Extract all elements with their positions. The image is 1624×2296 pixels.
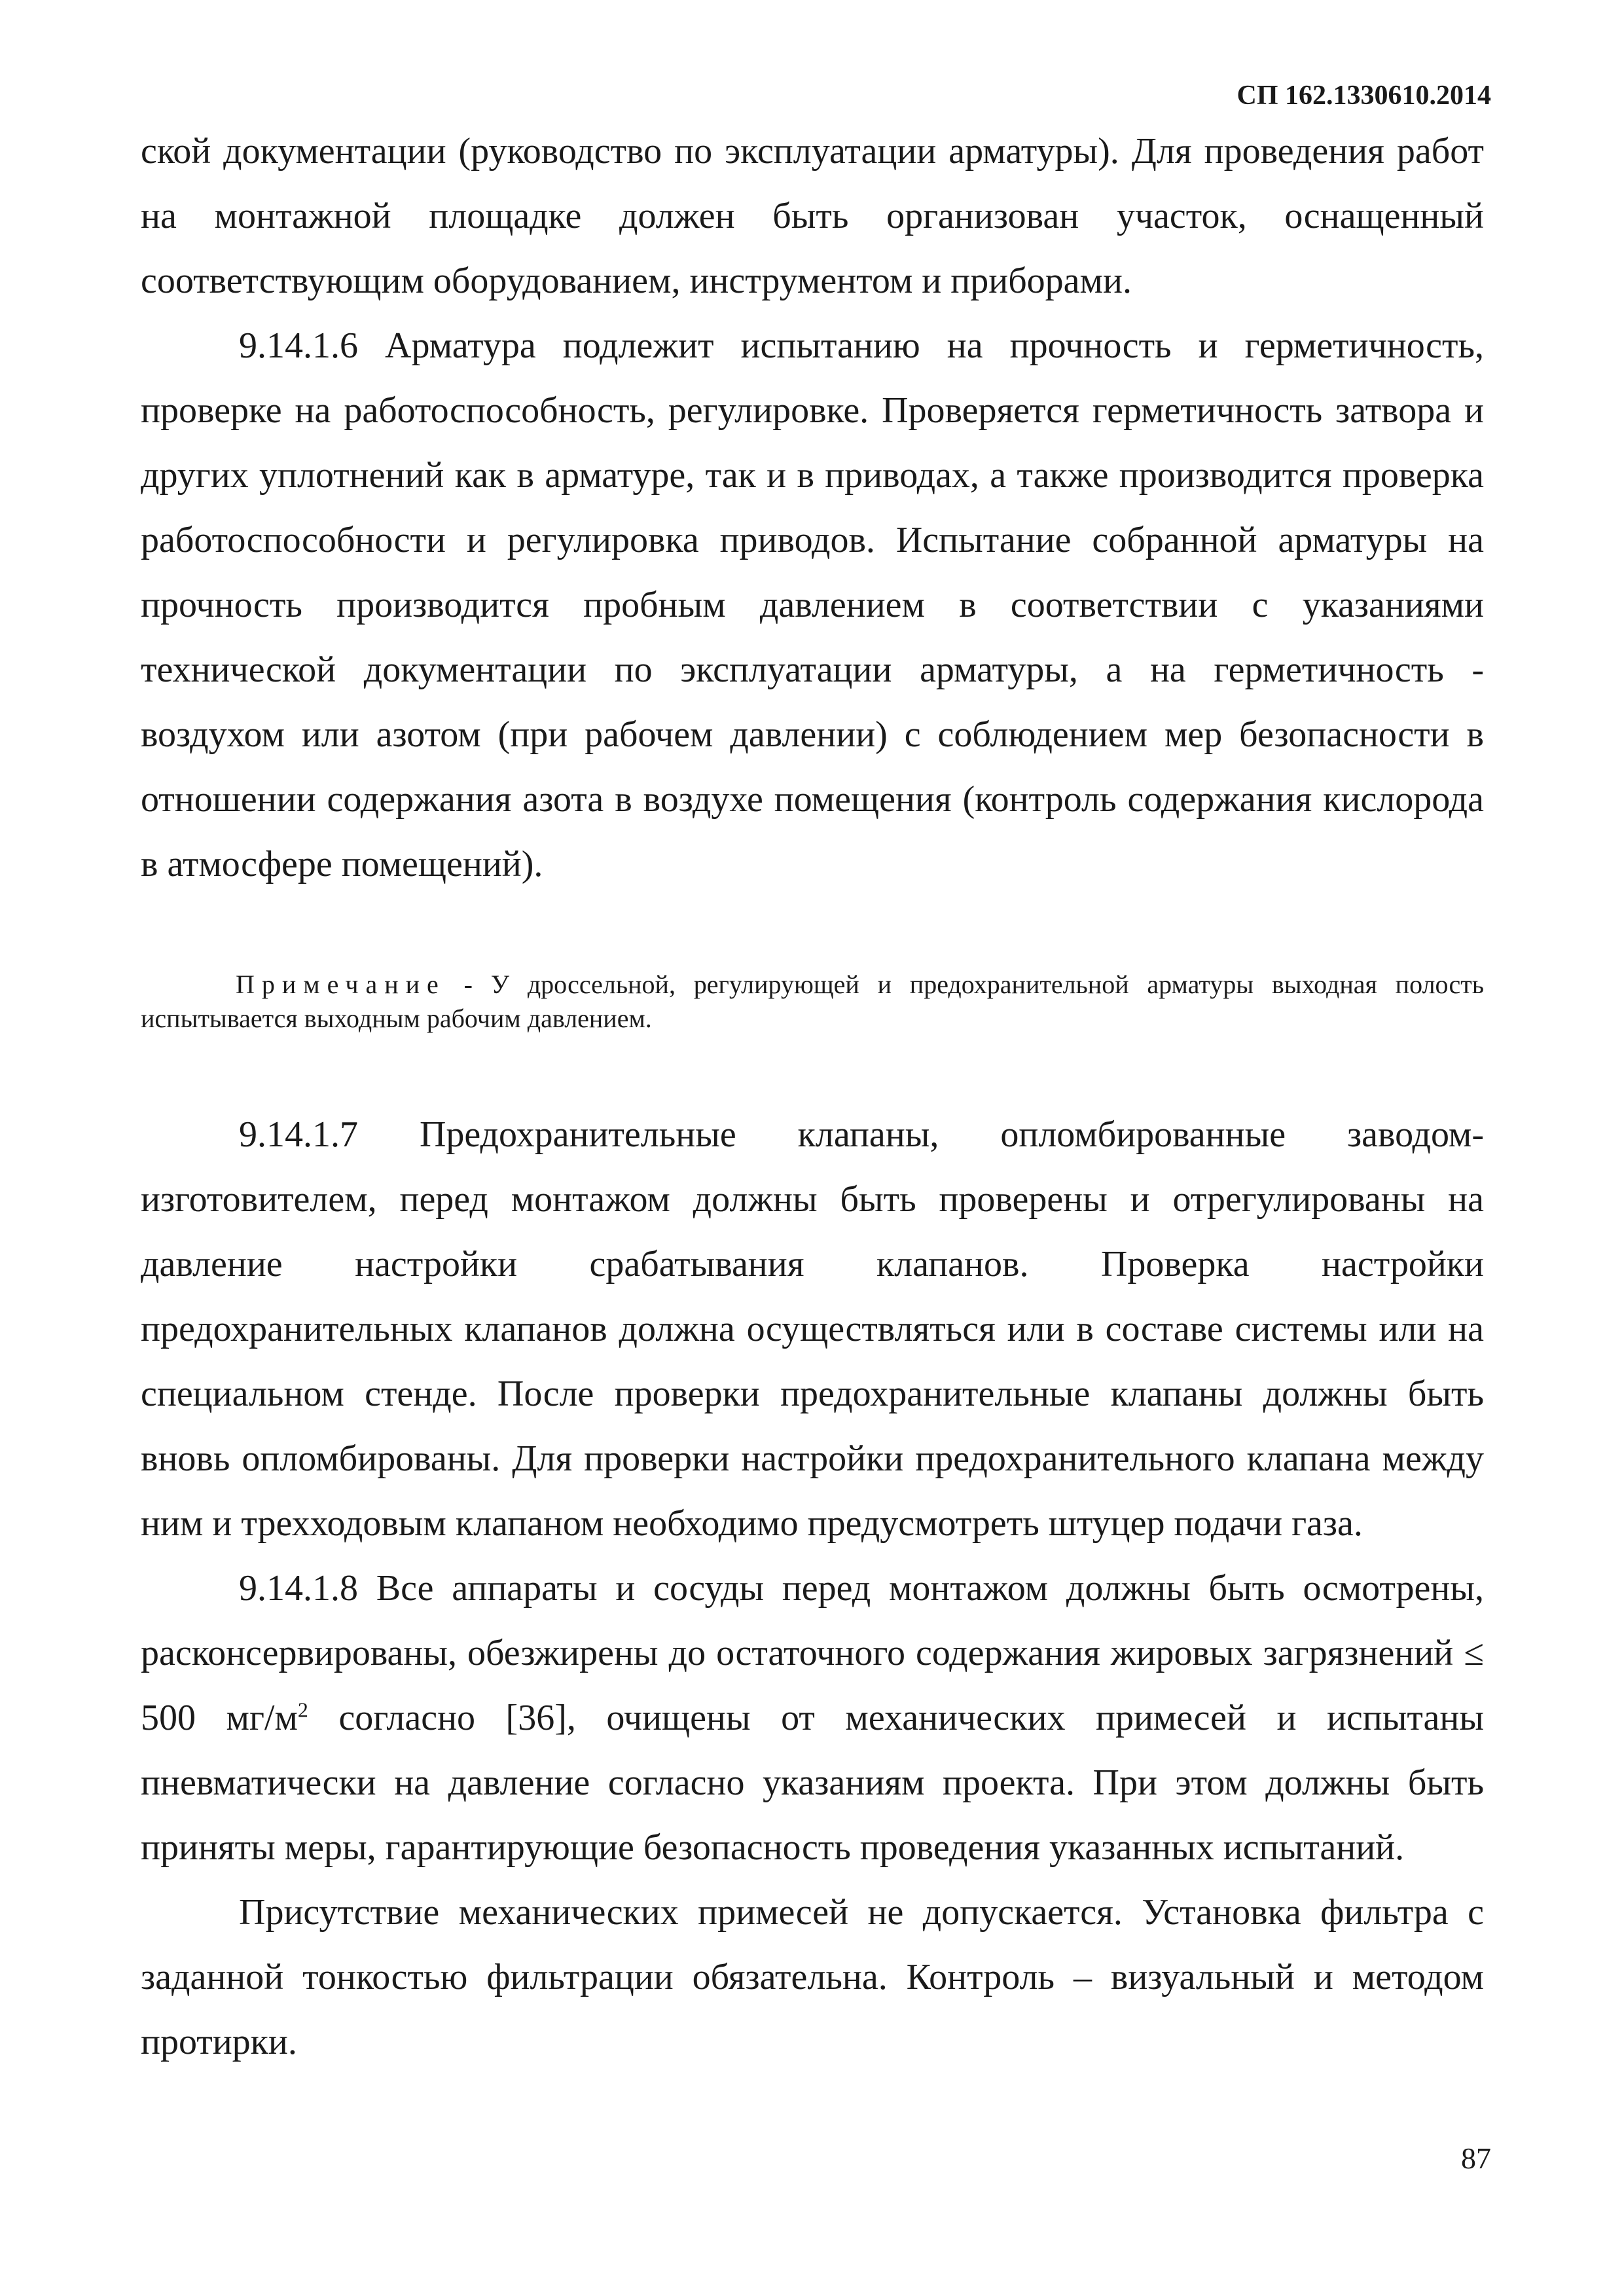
main-content: [141, 119, 1484, 897]
document-code: СП 162.1330610.2014: [1236, 81, 1491, 111]
main-content-lower: [141, 1102, 1484, 2075]
paragraph-9-14-1-8: [141, 1556, 1484, 1880]
paragraph-9-14-1-7: 9.14.1.7 Предохранительные клапаны, опломбированные заводом-изготовителем, перед монтажом должны быть проверены и отрегулированы на давление настройки срабатывания клапанов. Проверка настройки предохранительных клапанов должна осуществляться или в составе системы или на специальном стенде. После проверки предохранительные клапаны должны быть вновь опломбированы. Для проверки настройки предохранительного клапана между ним и трехходовым клапаном необходимо предусмотреть штуцер подачи газа.: [141, 1114, 1484, 1544]
note-block: [141, 968, 1484, 1036]
paragraph-9-14-1-6: 9.14.1.6 Арматура подлежит испытанию на прочность и герметичность, проверке на работоспособность, регулировке. Проверяется герметичность затвора и других уплотнений как в арматуре, так и в приводах, а также производится проверка работоспособности и регулировка приводов. Испытание собранной арматуры на прочность производится пробным давлением в соответствии с указаниями технической документации по эксплуатации арматуры, а на герметичность - воздухом или азотом (при рабочем давлении) с соблюдением мер безопасности в отношении содержания азота в воздухе помещения (контроль содержания кислорода в атмосфере помещений).: [141, 325, 1484, 884]
page-number: 87: [1461, 2141, 1491, 2175]
superscript-2: 2: [297, 1698, 308, 1722]
note-label: Примечание: [236, 970, 446, 999]
note: [141, 968, 1484, 1036]
paragraph-impurities: Присутствие механических примесей не допускается. Установка фильтра с заданной тонкостью фильтрации обязательна. Контроль – визуальный и методом протирки.: [141, 1892, 1484, 2062]
note-dash: -: [445, 970, 491, 999]
paragraph-9-14-1-8-part2: согласно [36], очищены от механических примесей и испытаны пневматически на давление согласно указаниям проекта. При этом должны быть приняты меры, гарантирующие безопасность проведения указанных испытаний.: [141, 1698, 1484, 1868]
note-text: У дроссельной, регулирующей и предохранительной арматуры выходная полость испытывается выходным рабочим давлением.: [141, 970, 1484, 1033]
paragraph-continuation: ской документации (руководство по эксплуатации арматуры). Для проведения работ на монтажной площадке должен быть организован участок, оснащенный соответствующим оборудованием, инструментом и приборами.: [141, 131, 1484, 301]
paragraph-9-14-1-8-part1: 9.14.1.8 Все аппараты и сосуды перед монтажом должны быть осмотрены, расконсервированы, обезжирены до остаточного содержания жировых загрязнений ≤ 500 мг/м: [141, 1568, 1484, 1738]
